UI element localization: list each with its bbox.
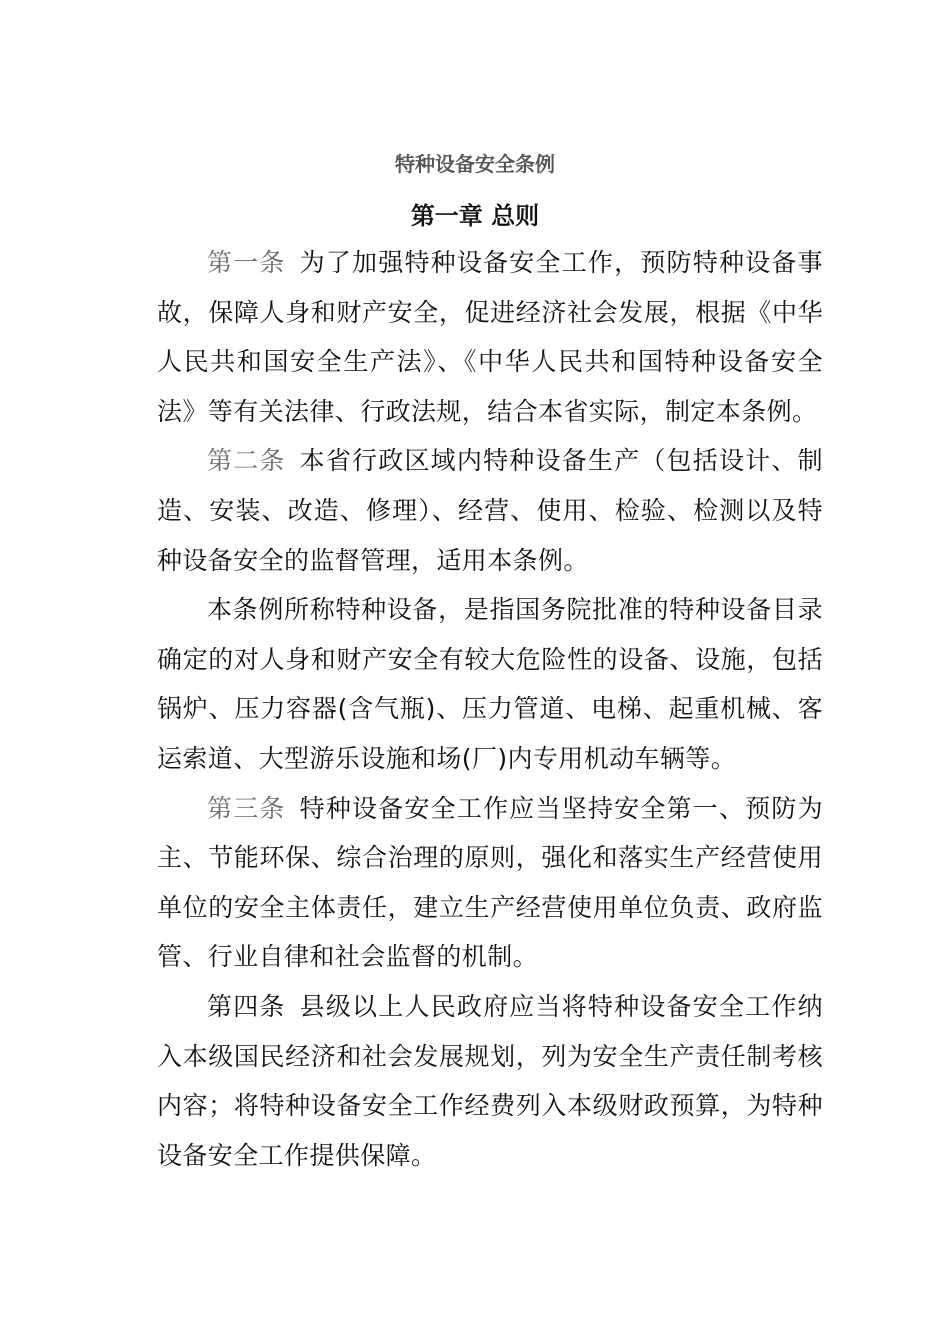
article-2-paragraph <box>157 436 823 585</box>
chapter-heading: 第一章 总则 <box>410 202 540 230</box>
article-text: 本条例所称特种设备，是指国务院批准的特种设备目录确定的对人身和财产安全有较大危险性的设备、设施，包括锅炉、压力容器(含气瓶)、压力管道、电梯、起重机械、客运索道、大型游乐设施和场(厂)内专用机动车辆等。 <box>157 595 823 773</box>
article-text: 为了加强特种设备安全工作，预防特种设备事故，保障人身和财产安全，促进经济社会发展，根据《中华人民共和国安全生产法》、《中华人民共和国特种设备安全法》等有关法律、行政法规，结合本省实际，制定本条例。 <box>157 248 823 426</box>
article-label: 第二条 <box>207 446 286 476</box>
article-4-paragraph <box>157 982 823 1180</box>
article-label: 第一条 <box>207 248 286 277</box>
article-text: 特种设备安全工作应当坚持安全第一、预防为主、节能环保、综合治理的原则，强化和落实生产经营使用单位的安全主体责任，建立生产经营使用单位负责、政府监管、行业自律和社会监督的机制。 <box>157 793 823 972</box>
article-label: 第四条 <box>207 991 286 1021</box>
article-label: 第三条 <box>207 793 286 823</box>
article-2-continuation-paragraph <box>157 585 823 783</box>
article-text: 本省行政区域内特种设备生产（包括设计、制造、安装、改造、修理）、经营、使用、检验、检测以及特种设备安全的监督管理，适用本条例。 <box>157 446 823 575</box>
document-body <box>157 238 823 1180</box>
document-title: 特种设备安全条例 <box>395 152 555 176</box>
article-3-paragraph <box>157 784 823 982</box>
article-text: 县级以上人民政府应当将特种设备安全工作纳入本级国民经济和社会发展规划，列为安全生产责任制考核内容；将特种设备安全工作经费列入本级财政预算，为特种设备安全工作提供保障。 <box>157 991 823 1170</box>
article-1-paragraph <box>157 238 823 436</box>
